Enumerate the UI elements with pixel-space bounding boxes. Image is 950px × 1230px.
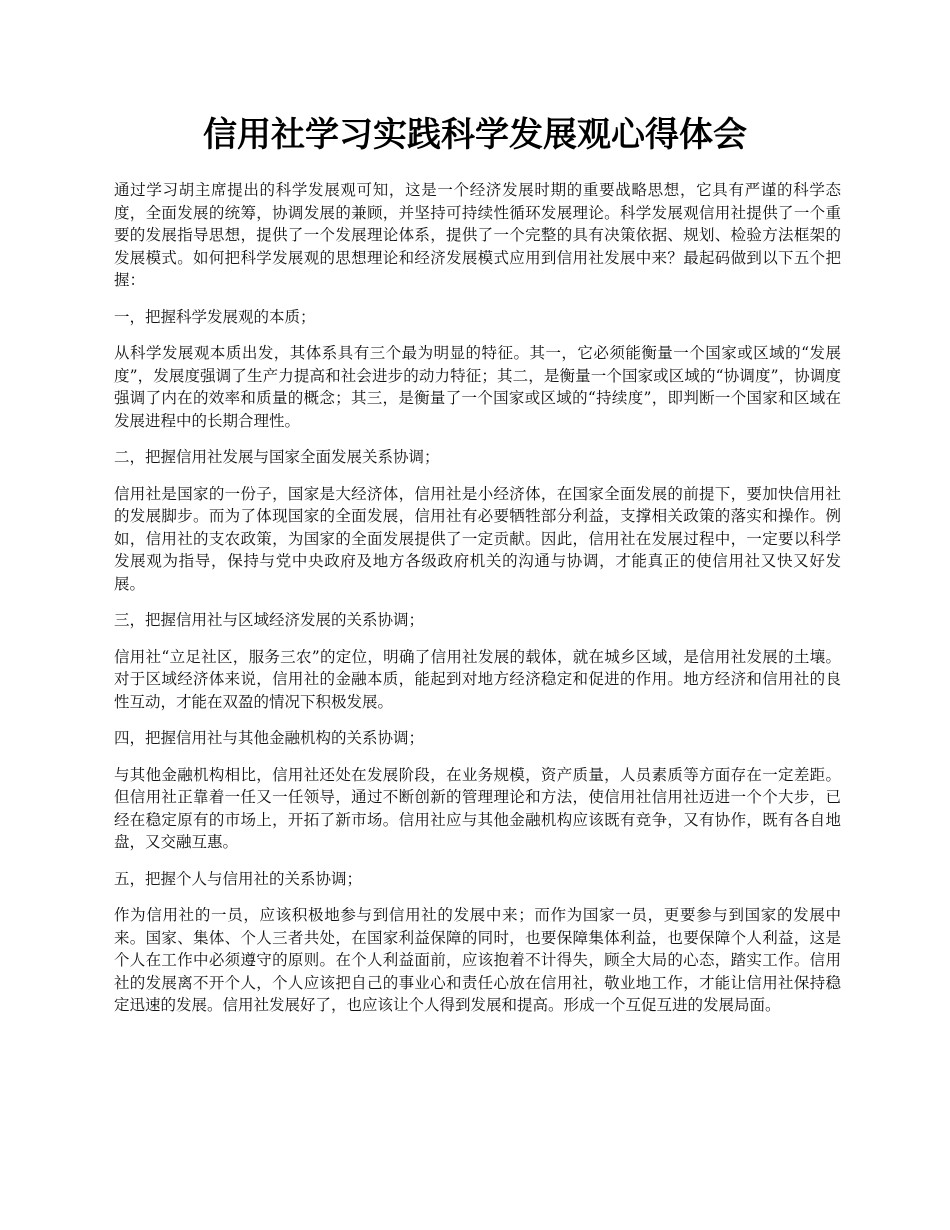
section-paragraph-5: 作为信用社的一员，应该积极地参与到信用社的发展中来；而作为国家一员，更要参与到国家的发展中来。国家、集体、个人三者共处，在国家利益保障的同时，也要保障集体利益，也要保障个人利益，这是个人在工作中必须遵守的原则。在个人利益面前，应该抱着不计得失，顾全大局的心态，踏实工作。信用社的发展离不开个人，个人应该把自己的事业心和责任心放在信用社，敬业地工作，才能让信用社保持稳定迅速的发展。信用社发展好了，也应该让个人得到发展和提高。形成一个互促互进的发展局面。 bbox=[114, 906, 841, 1014]
section-paragraph-4: 与其他金融机构相比，信用社还处在发展阶段，在业务规模，资产质量，人员素质等方面存在一定差距。但信用社正靠着一任又一任领导，通过不断创新的管理理论和方法，使信用社信用社迈进一个个大步，已经在稳定原有的市场上，开拓了新市场。信用社应与其他金融机构应该既有竞争，又有协作，既有各自地盘，又交融互惠。 bbox=[114, 765, 841, 851]
section-heading-1: 一，把握科学发展观的本质； bbox=[114, 307, 316, 326]
section-paragraph-2: 信用社是国家的一份子，国家是大经济体，信用社是小经济体，在国家全面发展的前提下，要加快信用社的发展脚步。而为了体现国家的全面发展，信用社有必要牺牲部分利益，支撑相关政策的落实和操作。例如，信用社的支农政策，为国家的全面发展提供了一定贡献。因此，信用社在发展过程中，一定要以科学发展观为指导，保持与党中央政府及地方各级政府机关的沟通与协调，才能真正的使信用社又快又好发展。 bbox=[114, 484, 841, 593]
section-paragraph-1: 从科学发展观本质出发，其体系具有三个最为明显的特征。其一，它必须能衡量一个国家或区域的“发展度”，发展度强调了生产力提高和社会进步的动力特征；其二，是衡量一个国家或区域的“协调度”，协调度强调了内在的效率和质量的概念；其三，是衡量了一个国家或区域的“持续度”，即判断一个国家和区域在发展进程中的长期合理性。 bbox=[114, 344, 841, 430]
section-paragraph-3: 信用社“立足社区，服务三农”的定位，明确了信用社发展的载体，就在城乡区域，是信用社发展的土壤。对于区域经济体来说，信用社的金融本质，能起到对地方经济稳定和促进的作用。地方经济和信用社的良性互动，才能在双盈的情况下积极发展。 bbox=[114, 647, 841, 711]
section-heading-5: 五，把握个人与信用社的关系协调； bbox=[114, 869, 363, 888]
section-heading-3: 三，把握信用社与区域经济发展的关系协调； bbox=[114, 611, 425, 629]
document-body bbox=[114, 179, 841, 1031]
section-heading-2: 二，把握信用社发展与国家全面发展关系协调； bbox=[114, 448, 440, 466]
document-title: 信用社学习实践科学发展观心得体会 bbox=[203, 115, 747, 155]
intro-paragraph: 通过学习胡主席提出的科学发展观可知，这是一个经济发展时期的重要战略思想，它具有严谨的科学态度，全面发展的统筹，协调发展的兼顾，并坚持可持续性循环发展理论。科学发展观信用社提供了一个重要的发展指导思想，提供了一个发展理论体系，提供了一个完整的具有决策依据、规划、检验方法框架的发展模式。如何把科学发展观的思想理论和经济发展模式应用到信用社发展中来？最起码做到以下五个把握： bbox=[114, 181, 841, 289]
section-heading-4: 四，把握信用社与其他金融机构的关系协调； bbox=[114, 729, 425, 747]
